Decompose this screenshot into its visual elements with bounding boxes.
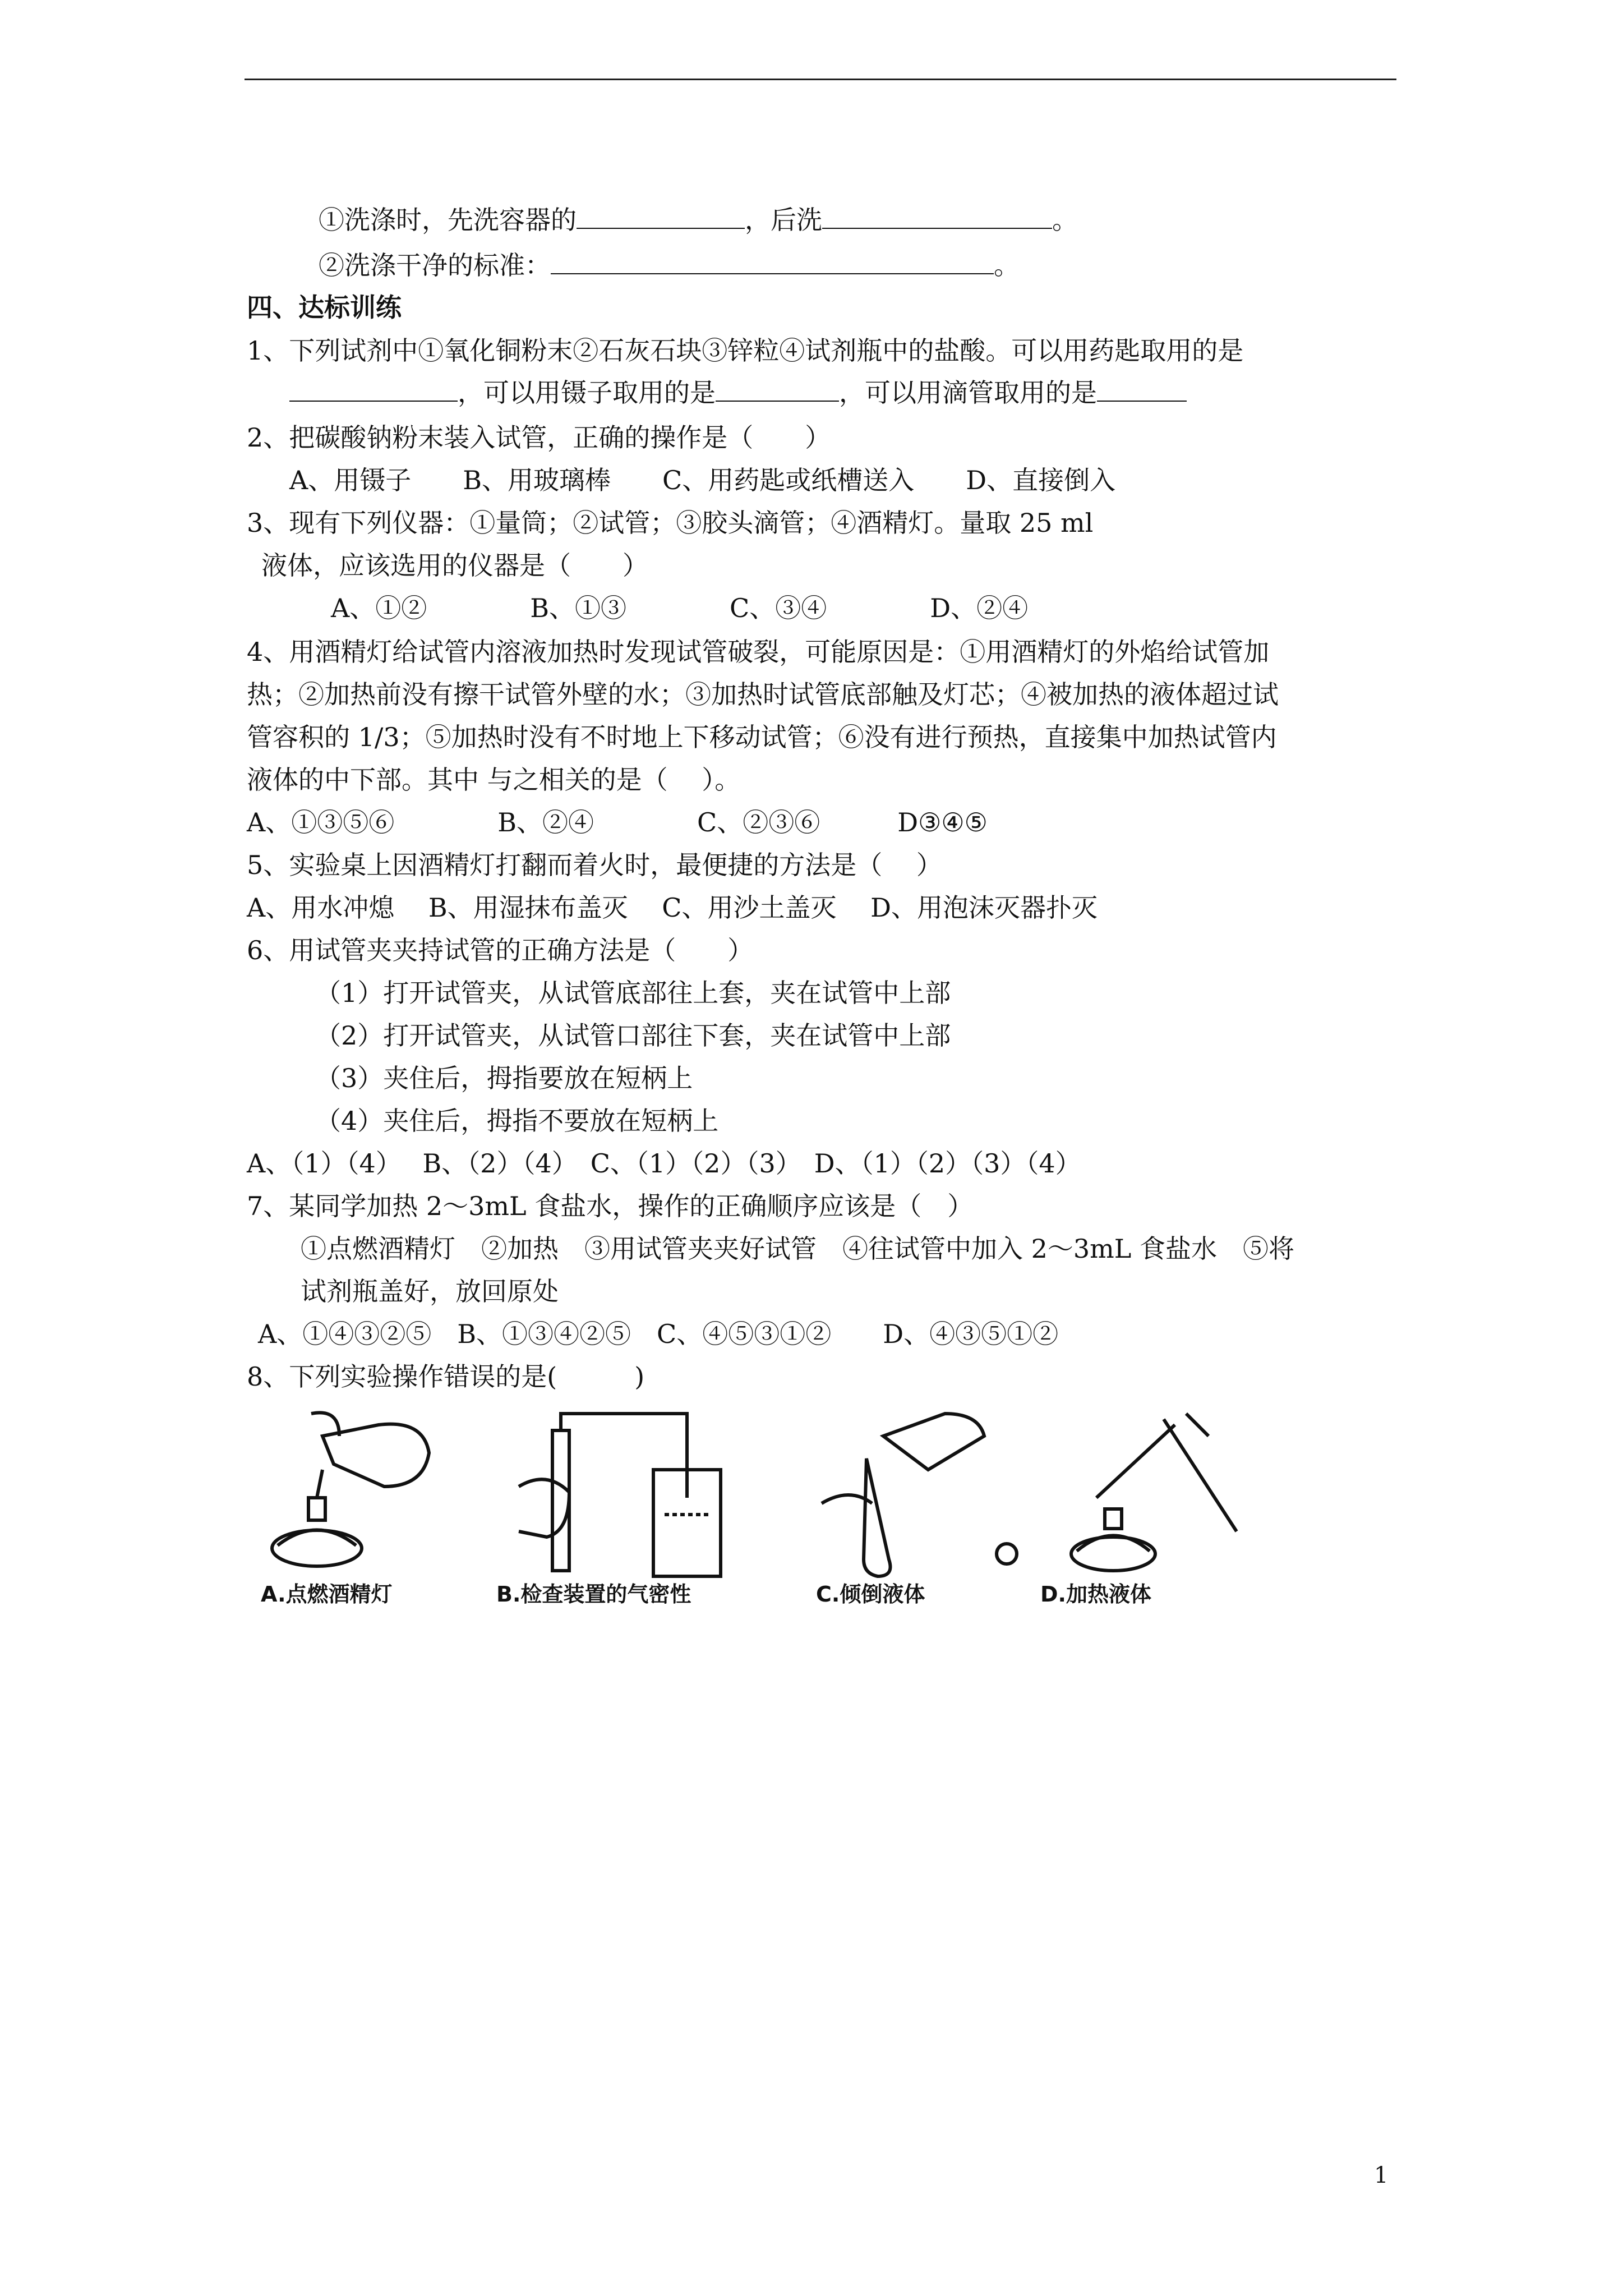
answer-blank [1097, 378, 1187, 402]
answer-blank [822, 205, 1052, 229]
q1-text-c: ，可以用滴管取用的是 [839, 378, 1097, 408]
answer-blank [577, 205, 745, 229]
q5-stem: 5、实验桌上因酒精灯打翻而着火时，最便捷的方法是（ ） [247, 850, 942, 880]
q1-text-b: ，可以用镊子取用的是 [458, 378, 716, 408]
answer-blank [551, 251, 994, 274]
wash-line-2 [319, 249, 1020, 282]
answer-blank [716, 378, 839, 402]
q6-item-3: （3）夹住后，拇指要放在短柄上 [315, 1063, 693, 1093]
q6-item-2: （2）打开试管夹，从试管口部往下套，夹在试管中上部 [315, 1020, 951, 1051]
q1-line-2 [289, 376, 1187, 409]
q3-options: A、①② B、①③ C、③④ D、②④ [331, 593, 1029, 623]
heating-liquid-illustration [1071, 1414, 1237, 1571]
q6-stem: 6、用试管夹夹持试管的正确方法是（ ） [247, 935, 754, 965]
wash-text-1c: 。 [1052, 205, 1078, 235]
header-rule [245, 79, 1396, 80]
q6-item-1: （1）打开试管夹，从试管底部往上套，夹在试管中上部 [315, 978, 951, 1008]
q4-line-3: 管容积的 1/3；⑤加热时没有不时地上下移动试管；⑥没有进行预热，直接集中加热试管内 [247, 722, 1277, 752]
section-title: 四、达标训练 [247, 292, 402, 323]
q6-item-4: （4）夹住后，拇指不要放在短柄上 [315, 1106, 719, 1136]
lab-operations-figure [255, 1402, 1287, 1610]
q7-stem: 7、某同学加热 2～3mL 食盐水，操作的正确顺序应该是（ ） [247, 1191, 974, 1221]
q8-stem: 8、下列实验操作错误的是( ) [247, 1361, 645, 1392]
q3-stem-2: 液体，应该选用的仪器是（ ） [261, 550, 648, 581]
q4-line-1: 4、用酒精灯给试管内溶液加热时发现试管破裂，可能原因是：①用酒精灯的外焰给试管加 [247, 637, 1270, 667]
caption-b: B.检查装置的气密性 [496, 1582, 691, 1607]
q1-line-1: 1、下列试剂中①氧化铜粉末②石灰石块③锌粒④试剂瓶中的盐酸。可以用药匙取用的是 [247, 335, 1244, 366]
airtightness-check-illustration [519, 1414, 721, 1576]
wash-text-1b: ，后洗 [745, 205, 822, 235]
caption-d: D.加热液体 [1040, 1582, 1151, 1607]
q7-steps-1: ①点燃酒精灯 ②加热 ③用试管夹夹好试管 ④往试管中加入 2～3mL 食盐水 ⑤将 [301, 1234, 1294, 1264]
q7-options: A、①④③②⑤ B、①③④②⑤ C、④⑤③①② D、④③⑤①② [258, 1319, 1059, 1349]
q2-stem: 2、把碳酸钠粉末装入试管，正确的操作是（ ） [247, 422, 831, 453]
pouring-liquid-illustration [822, 1414, 1017, 1576]
wash-text-2b: 。 [994, 250, 1020, 280]
q5-options: A、用水冲熄 B、用湿抹布盖灭 C、用沙土盖灭 D、用泡沫灭器扑灭 [247, 892, 1098, 923]
q7-steps-2: 试剂瓶盖好，放回原处 [301, 1276, 559, 1306]
wash-text-2a: ②洗涤干净的标准： [319, 250, 551, 280]
wash-line-1 [319, 203, 1078, 237]
caption-c: C.倾倒液体 [816, 1582, 925, 1607]
caption-a: A.点燃酒精灯 [261, 1582, 393, 1607]
q6-options: A、（1）（4） B、（2）（4） C、（1）（2）（3） D、（1）（2）（3）（4） [247, 1148, 1081, 1179]
alcohol-lamp-illustration [272, 1412, 429, 1566]
q4-options: A、①③⑤⑥ B、②④ C、②③⑥ D③④⑤ [247, 807, 988, 838]
wash-text-1a: ①洗涤时，先洗容器的 [319, 205, 577, 235]
answer-blank [289, 378, 458, 402]
q2-options: A、用镊子 B、用玻璃棒 C、用药匙或纸槽送入 D、直接倒入 [289, 465, 1116, 495]
page-number: 1 [1374, 2162, 1389, 2188]
q4-line-4: 液体的中下部。其中 与之相关的是（ ）。 [247, 765, 741, 795]
q3-stem-1: 3、现有下列仪器：①量筒；②试管；③胶头滴管；④酒精灯。量取 25 ml [247, 508, 1094, 538]
q4-line-2: 热；②加热前没有擦干试管外壁的水；③加热时试管底部触及灯芯；④被加热的液体超过试 [247, 679, 1279, 710]
